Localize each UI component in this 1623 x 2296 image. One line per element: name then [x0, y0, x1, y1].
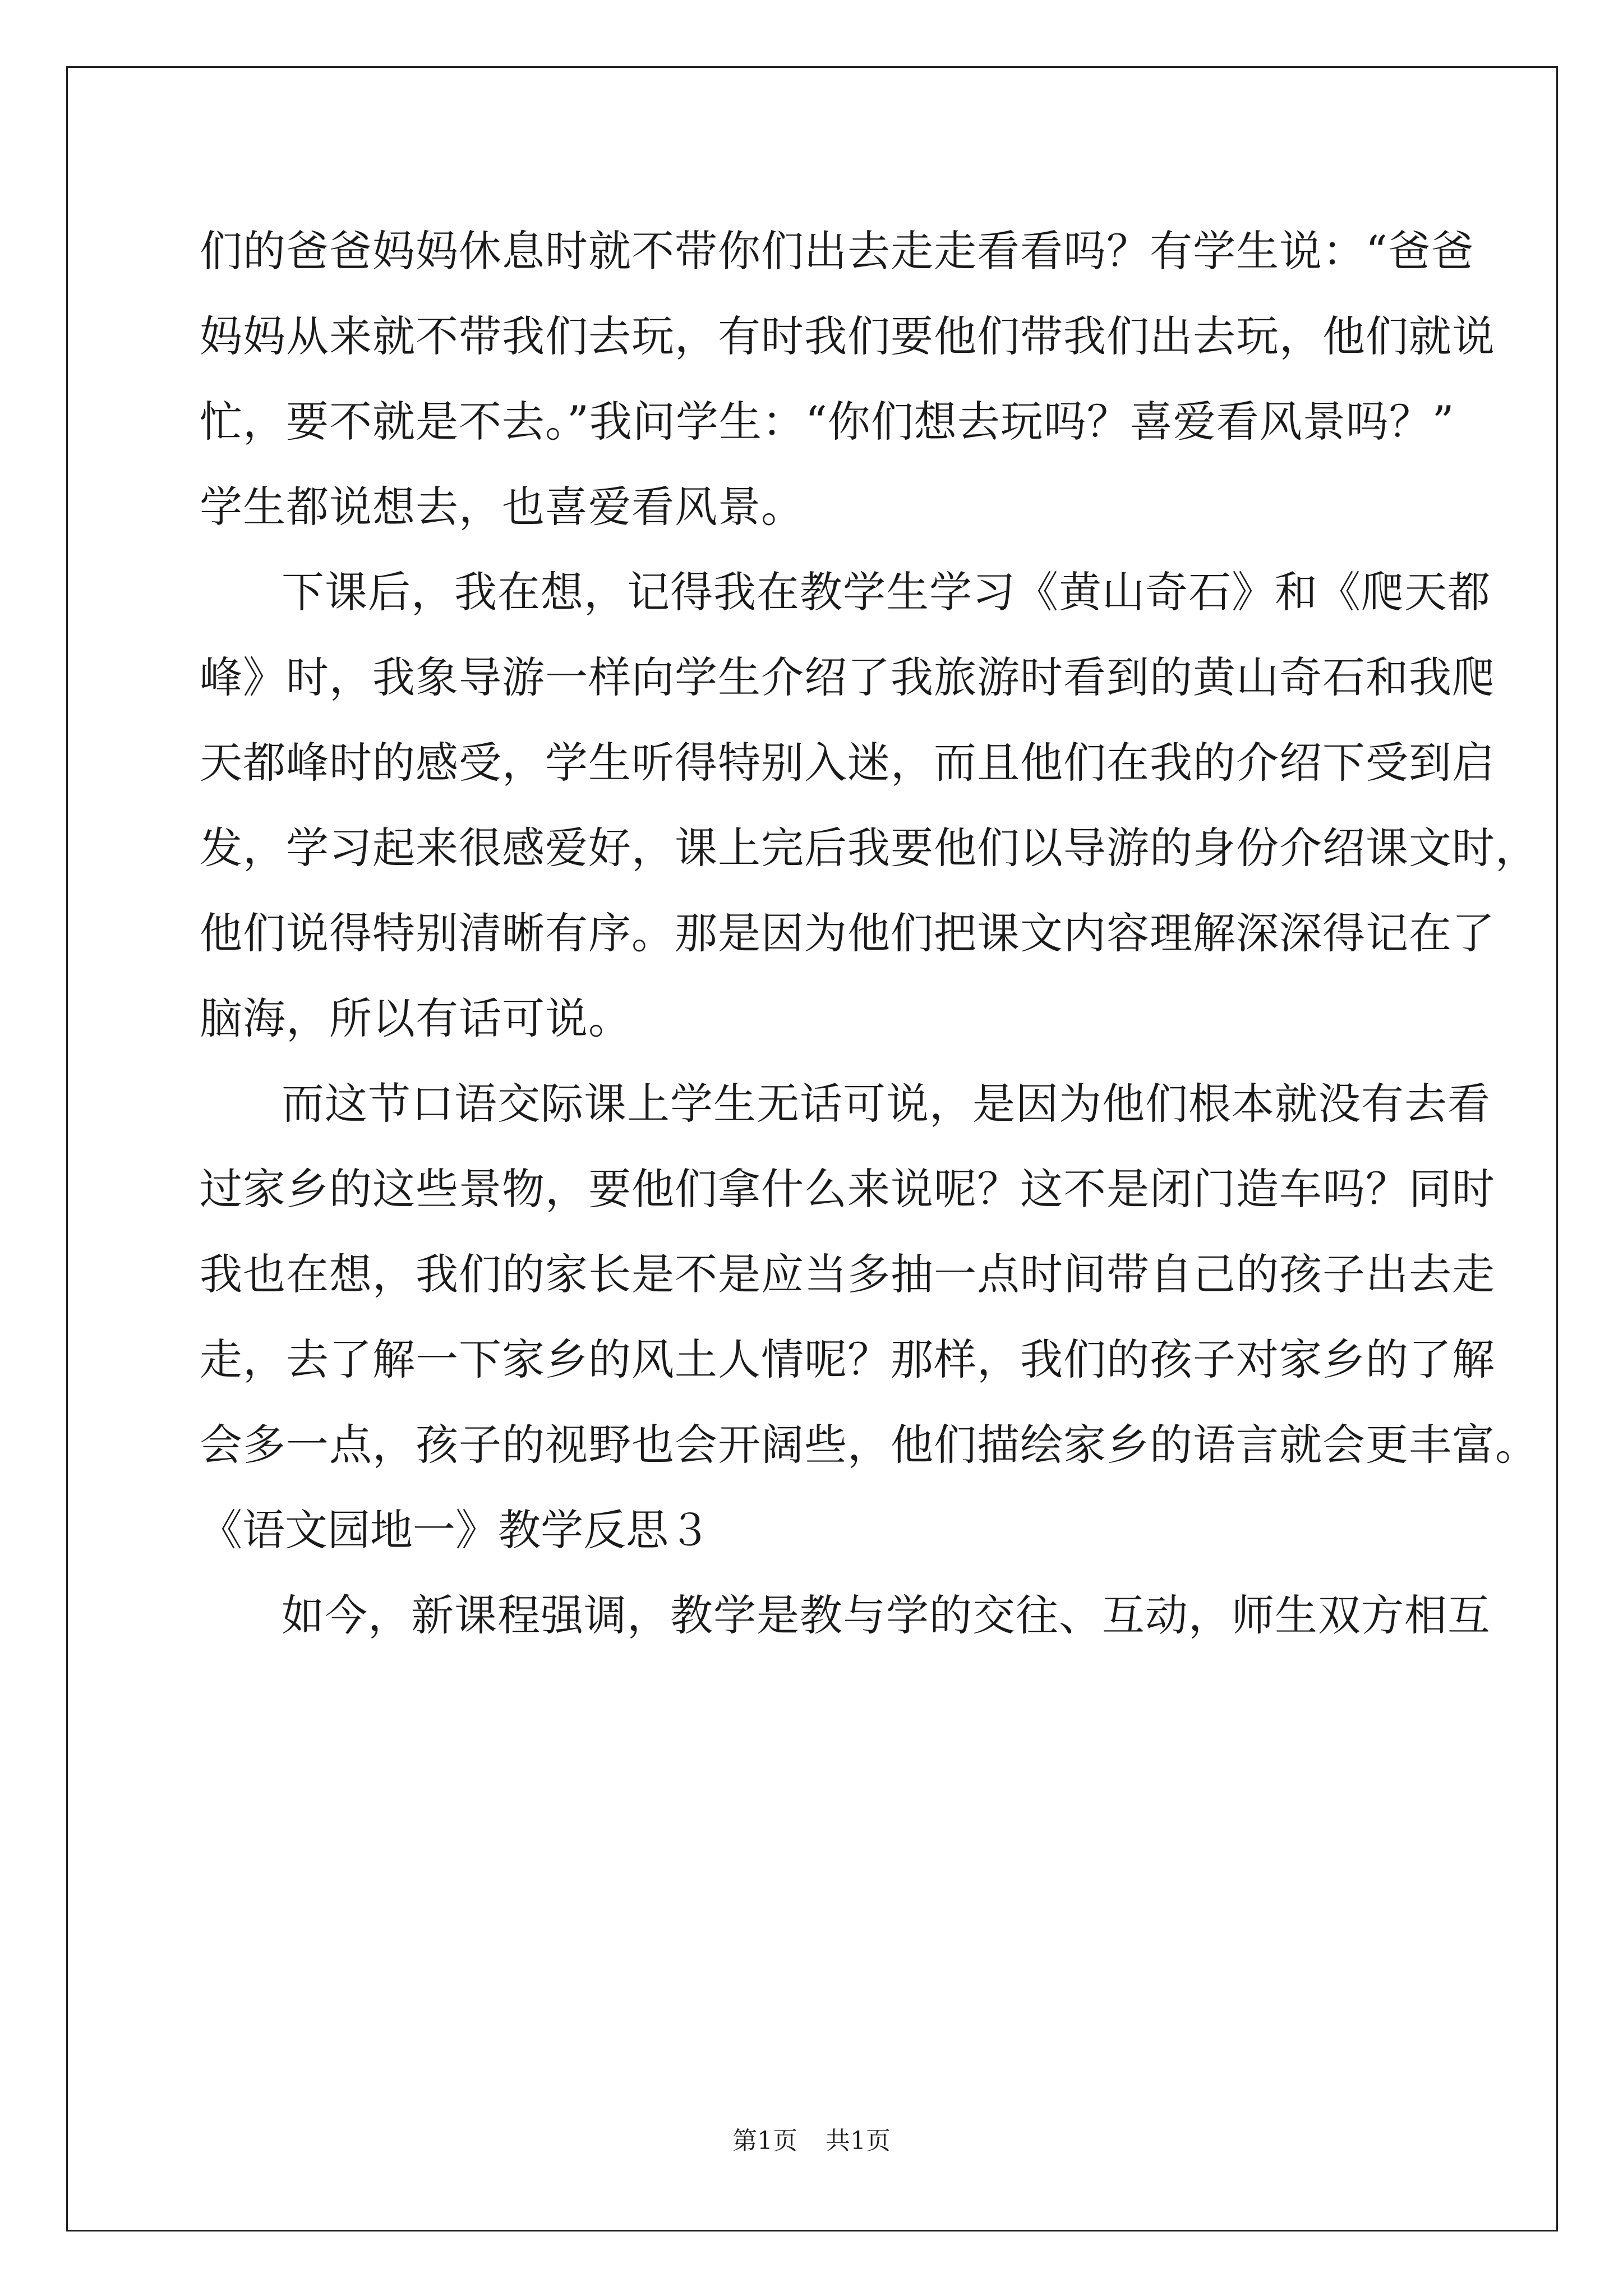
page-number: 第1页 [732, 2127, 797, 2155]
text-line: 过家乡的这些景物，要他们拿什么来说呢？这不是闭门造车吗？同时 [200, 1164, 1495, 1214]
text-line: 发，学习起来很感爱好，课上完后我要他们以导游的身份介绍课文时， [200, 823, 1538, 873]
text-line: 下课后，我在想，记得我在教学生学习《黄山奇石》和《爬天都 [282, 567, 1491, 617]
paragraph [200, 209, 1495, 550]
paragraph [200, 1061, 1538, 1488]
text-line: 如今，新课程强调，教学是教与学的交往、互动，师生双方相互 [282, 1590, 1491, 1640]
paragraph [200, 1573, 1491, 1658]
text-line: 忙，要不就是不去。”我问学生：“你们想去玩吗？喜爱看风景吗？” [200, 397, 1455, 447]
text-line: 妈妈从来就不带我们去玩，有时我们要他们带我们出去玩，他们就说 [200, 311, 1495, 361]
section-heading: 《语文园地一》教学反思３ [200, 1505, 711, 1555]
text-line: 会多一点，孩子的视野也会开阔些，他们描绘家乡的语言就会更丰富。 [200, 1420, 1538, 1470]
text-line: 学生都说想去，也喜爱看风景。 [200, 482, 804, 532]
text-line: 峰》时，我象导游一样向学生介绍了我旅游时看到的黄山奇石和我爬 [200, 652, 1495, 702]
text-line: 而这节口语交际课上学生无话可说，是因为他们根本就没有去看 [282, 1079, 1491, 1129]
text-line: 走，去了解一下家乡的风土人情呢？那样，我们的孩子对家乡的了解 [200, 1335, 1495, 1384]
text-line: 们的爸爸妈妈休息时就不带你们出去走走看看吗？有学生说：“爸爸 [200, 226, 1474, 276]
text-line: 我也在想，我们的家长是不是应当多抽一点时间带自己的孩子出去走 [200, 1249, 1495, 1299]
document-body [200, 209, 1538, 1658]
text-line: 天都峰时的感受，学生听得特别入迷，而且他们在我的介绍下受到启 [200, 738, 1495, 788]
text-line: 他们说得特别清晰有序。那是因为他们把课文内容理解深深得记在了 [200, 908, 1495, 958]
page-footer [0, 2120, 1623, 2156]
paragraph [200, 550, 1538, 1061]
text-line: 脑海，所以有话可说。 [200, 993, 631, 1043]
page-total: 共1页 [826, 2127, 891, 2155]
